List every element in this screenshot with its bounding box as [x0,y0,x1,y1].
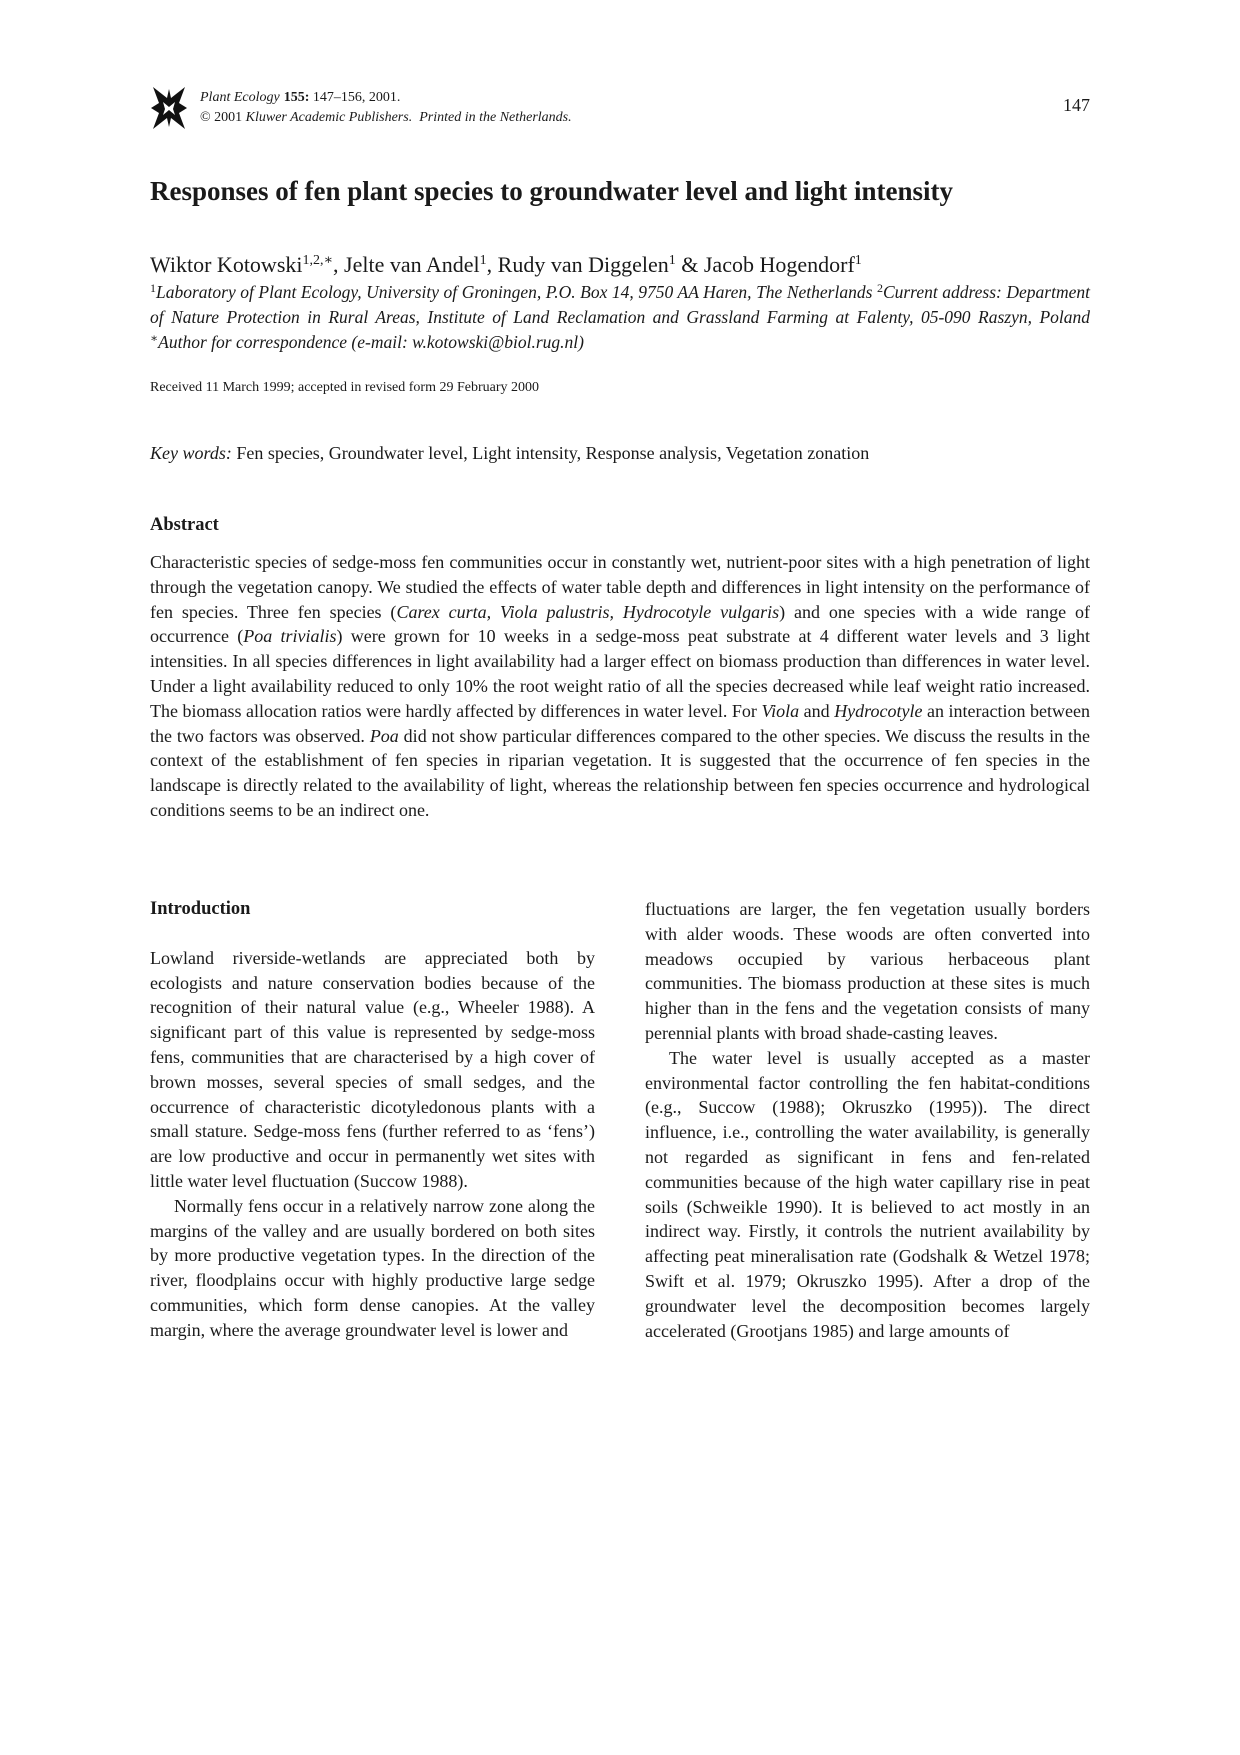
body-paragraph: Normally fens occur in a relatively narrow zone along the margins of the valley and are usually bordered on both sites by more productive vegetation types. In the direction of the river, floodplains occur with highly productive large sedge communities, which form dense canopies. At the valley margin, where the average groundwater level is lower and [150,1195,595,1340]
publisher-logo-icon [150,85,188,131]
printed-location: Printed in the Netherlands. [412,110,572,125]
abstract-text: did not show particular differences compared to the other species. We discuss the results in the context of the establishment of fen species in riparian vegetation. It is suggested that the occurrence of fen species in the landscape is directly related to the availability of light, whereas the relationship between fen species occurrence and hydrological conditions seems to be an indirect one. [150,725,1090,820]
affiliation-mark: ∗ [150,331,159,345]
abstract-body [150,550,1090,823]
author-separator: & [675,252,704,277]
paper-title: Responses of fen plant species to groundwater level and light intensity [150,176,954,206]
right-column [645,897,1090,1343]
introduction-heading: Introduction [150,899,251,919]
affiliation-text: Laboratory of Plant Ecology, University of Groningen, P.O. Box 14, 9750 AA Haren, The Netherlands [156,282,877,302]
author-affiliation-mark: 1,2,∗ [302,253,334,268]
publisher-name: Kluwer Academic Publishers. [245,110,413,125]
affiliation-mark: 2 [876,281,883,295]
journal-citation [200,88,572,108]
species-name: Carex curta, Viola palustris, Hydrocotyle vulgaris [396,601,780,622]
author-list [150,250,1090,280]
author-name: Wiktor Kotowski [150,252,303,277]
keywords [150,443,1090,464]
author-affiliation-mark: 1 [854,253,862,268]
copyright-prefix: © 2001 [200,110,246,125]
correspondence-text: Author for correspondence (e-mail: w.kotowski@biol.rug.nl) [158,332,584,352]
abstract-text: and [799,700,835,721]
left-column [150,897,595,1343]
species-name: Poa [369,725,399,746]
author-affiliation-mark: 1 [668,253,676,268]
author-affiliation-mark: 1 [479,253,487,268]
species-name: Hydrocotyle [834,700,923,721]
received-dates: Received 11 March 1999; accepted in revised form 29 February 2000 [150,380,540,395]
body-paragraph: fluctuations are larger, the fen vegetation usually borders with alder woods. These woods are often converted into meadows occupied by various herbaceous plant communities. The biomass production at these sites is much higher than in the fens and the vegetation consists of many perennial plants with broad shade-casting leaves. [645,899,1090,1043]
body-paragraph: Lowland riverside-wetlands are appreciated both by ecologists and nature conservation bodies because of the recognition of their natural value (e.g., Wheeler 1988). A significant part of this value is represented by sedge-moss fens, communities that are characterised by a high cover of brown mosses, several species of small sedges, and the occurrence of characteristic dicotyledonous plants with a small stature. Sedge-moss fens (further referred to as ‘fens’) are low productive and occur in permanently wet sites with little water level fluctuation (Succow 1988). [150,947,595,1191]
body-paragraph: The water level is usually accepted as a master environmental factor controlling the fen habitat-conditions (e.g., Succow (1988); Okruszko (1995)). The direct influence, i.e., controlling the water availability, is generally not regarded as significant in fens and fen-related communities because of the high water capillary rise in peat soils (Schweikle 1990). It is believed to act mostly in an indirect way. Firstly, it controls the nutrient availability by affecting peat mineralisation rate (Godshalk & Wetzel 1978; Swift et al. 1979; Okruszko 1995). After a drop of the groundwater level the decomposition becomes largely accelerated (Grootjans 1985) and large amounts of [645,1047,1090,1341]
journal-pages: 147–156, 2001. [309,90,401,105]
author-name: Rudy van Diggelen [497,252,669,277]
abstract-text: ) were grown for 10 weeks in a sedge-moss peat substrate at 4 different water levels and 3 light intensities. In all species differences in light availability had a larger effect on biomass production than differences in water level. Under a light availability reduced to only 10% the root weight ratio of all the species decreased while leaf weight ratio increased. The biomass allocation ratios were hardly affected by differences in water level. For [150,626,1090,721]
author-separator: , [333,252,345,277]
abstract-text: Characteristic species of sedge-moss fen communities occur in constantly wet, nutrient-poor sites with a high penetration of light through the vegetation canopy. We studied the effects of water table depth and differences in light intensity on the performance of fen species. Three fen species ( [150,552,1090,622]
author-name: Jelte van Andel [344,252,480,277]
author-name: Jacob Hogendorf [703,252,855,277]
keywords-text: Fen species, Groundwater level, Light intensity, Response analysis, Vegetation zonation [231,443,870,463]
copyright-line [200,108,572,128]
species-name: Viola [761,700,800,721]
species-name: Poa trivialis [243,626,337,647]
journal-info [200,88,572,128]
affiliation-text: Current address: Department of Nature Protection in Rural Areas, Institute of Land Reclamation and Grassland Farming at Falenty, 05-090 Raszyn, Poland [150,282,1090,327]
journal-volume: 155: [283,90,310,105]
page-number: 147 [1063,95,1090,115]
abstract-text: an interaction between the two factors was observed. [150,700,1090,746]
journal-name: Plant Ecology [200,90,280,105]
author-separator: , [486,252,498,277]
keywords-label: Key words: [150,443,232,463]
affiliation-mark: 1 [150,281,156,295]
affiliations [150,280,1090,355]
abstract-heading: Abstract [150,515,219,535]
abstract-text: ) and one species with a wide range of occurrence ( [150,601,1090,647]
